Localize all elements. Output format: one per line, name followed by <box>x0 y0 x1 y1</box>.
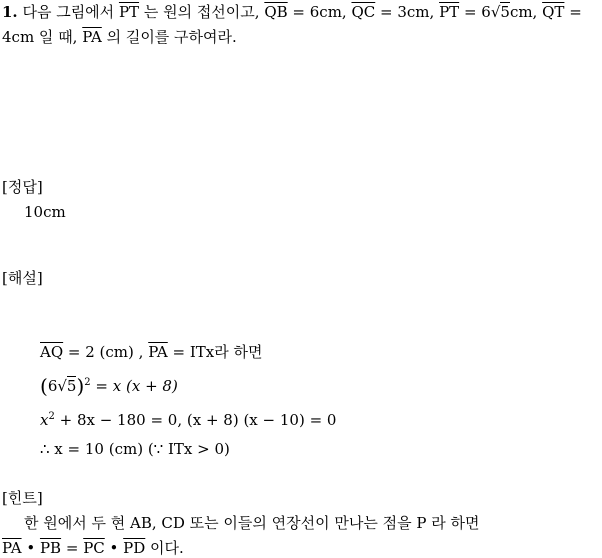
explanation-eq-2 <box>40 373 178 396</box>
paren-close: ) <box>76 374 85 398</box>
problem-line-1 <box>2 2 582 22</box>
hint-line-1: 한 원에서 두 현 AB, CD 또는 이들의 연장선이 만나는 점을 P 라 하면 <box>24 514 480 532</box>
segment-pt: $\overline{PT}$ <box>118 3 140 21</box>
segment-pt: $\overline{PT}$ <box>439 3 460 21</box>
equation-text: = x (x + 8) <box>90 377 178 395</box>
equation-text: 이다. <box>145 539 184 557</box>
segment-qb: $\overline{QB}$ <box>264 3 288 21</box>
segment-qc: $\overline{QC}$ <box>351 3 376 21</box>
segment-pc: $\overline{PC}$ <box>83 539 105 557</box>
equation-text: ∴ x = 10 (cm) (∵ ITx > 0) <box>40 440 230 458</box>
paren-open: ( <box>40 374 48 398</box>
hint-label: [힌트] <box>2 489 43 507</box>
answer-value: 10cm <box>24 203 66 221</box>
explanation-label: [해설] <box>2 269 43 287</box>
equation-text: = <box>61 539 84 557</box>
radicand: 5 <box>500 3 510 21</box>
problem-text: = 3cm, <box>375 3 440 21</box>
explanation-eq-4 <box>40 439 230 459</box>
coefficient: 6 <box>47 377 58 395</box>
radical-sign: √ <box>57 377 67 395</box>
segment-pb: $\overline{PB}$ <box>39 539 62 557</box>
problem-text: cm, <box>509 3 543 21</box>
segment-aq: $\overline{AQ}$ <box>40 343 64 361</box>
segment-pa: $\overline{PA}$ <box>148 343 168 361</box>
hint-line-2 <box>2 538 184 558</box>
sqrt-expression <box>491 2 510 22</box>
problem-text: 의 길이를 구하여라. <box>101 28 237 46</box>
sqrt-expression <box>57 376 76 396</box>
equation-text: = ITx라 하면 <box>167 343 263 361</box>
problem-line-2 <box>2 27 237 47</box>
problem-text: 는 원의 접선이고, <box>139 3 265 21</box>
explanation-eq-3 <box>40 407 336 430</box>
radicand: 5 <box>66 377 77 395</box>
bullet-dot: • <box>104 539 124 557</box>
segment-qt: $\overline{QT}$ <box>542 3 565 21</box>
segment-pd: $\overline{PD}$ <box>123 539 146 557</box>
problem-text: = 6 <box>459 3 491 21</box>
radical-sign: √ <box>490 3 501 21</box>
exponent: 2 <box>48 411 55 422</box>
segment-pa: $\overline{PA}$ <box>82 28 102 46</box>
explanation-eq-1 <box>40 342 263 362</box>
problem-text: = 6cm, <box>287 3 352 21</box>
bullet-dot: • <box>21 539 40 557</box>
exponent: 2 <box>84 377 91 388</box>
answer-label: [정답] <box>2 178 43 196</box>
problem-text: 4cm 일 때, <box>2 28 83 46</box>
problem-text: = <box>564 3 582 21</box>
segment-pa: $\overline{PA}$ <box>2 539 22 557</box>
variable-x: x <box>40 411 49 429</box>
equation-text: = 2 (cm) , <box>63 343 149 361</box>
equation-text: + 8x − 180 = 0, (x + 8) (x − 10) = 0 <box>54 411 337 429</box>
problem-number: 1. <box>2 3 18 21</box>
problem-text: 다음 그림에서 <box>22 3 119 21</box>
